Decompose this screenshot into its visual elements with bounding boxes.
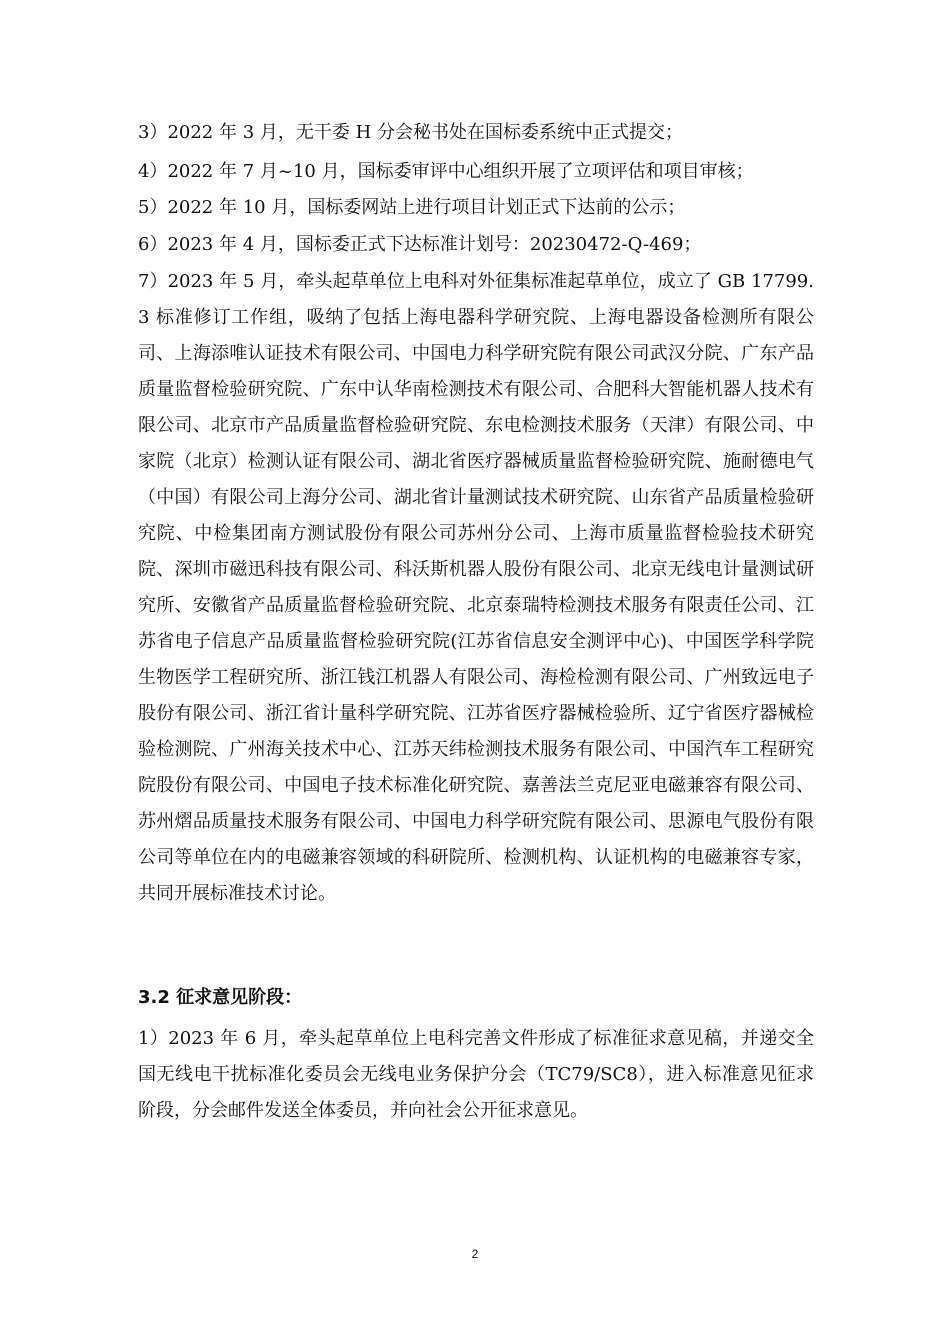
list-item-5: 5）2022 年 10 月，国标委网站上进行项目计划正式下达前的公示； [138, 197, 686, 218]
list-item-4: 4）2022 年 7 月~10 月，国标委审评中心组织开展了立项评估和项目审核； [138, 161, 754, 182]
section-heading: 3.2 征求意见阶段： [138, 987, 303, 1008]
section-paragraph: 1）2023 年 6 月，牵头起草单位上电科完善文件形成了标准征求意见稿，并递交全国无线电干扰标准化委员会无线电业务保护分会（TC79/SC8），进入标准意见征求阶段，分会邮件发送全体委员，并向社会公开征求意见。 [138, 1028, 814, 1121]
list-item-6: 6）2023 年 4 月，国标委正式下达标准计划号：20230472-Q-469； [138, 234, 702, 255]
page-number: 2 [471, 1247, 479, 1261]
list-item-7: 7）2023 年 5 月，牵头起草单位上电科对外征集标准起草单位，成立了 GB 17799.3 标准修订工作组，吸纳了包括上海电器科学研究院、上海电器设备检测所有限公司、上海添唯认证技术有限公司、中国电力科学研究院有限公司武汉分院、广东产品质量监督检验研究院、广东中认华南检测技术有限公司、合肥科大智能机器人技术有限公司、北京市产品质量监督检验研究院、东电检测技术服务（天津）有限公司、中家院（北京）检测认证有限公司、湖北省医疗器械质量监督检验研究院、施耐德电气（中国）有限公司上海分公司、湖北省计量测试技术研究院、山东省产品质量检验研究院、中检集团南方测试股份有限公司苏州分公司、上海市质量监督检验技术研究院、深圳市磁迅科技有限公司、科沃斯机器人股份有限公司、北京无线电计量测试研究所、安徽省产品质量监督检验研究院、北京泰瑞特检测技术服务有限责任公司、江苏省电子信息产品质量监督检验研究院(江苏省信息安全测评中心)、中国医学科学院生物医学工程研究所、浙江钱江机器人有限公司、海检检测有限公司、广州致远电子股份有限公司、浙江省计量科学研究院、江苏省医疗器械检验所、辽宁省医疗器械检验检测院、广州海关技术中心、江苏天纬检测技术服务有限公司、中国汽车工程研究院股份有限公司、中国电子技术标准化研究院、嘉善法兰克尼亚电磁兼容有限公司、苏州熠品质量技术服务有限公司、中国电力科学研究院有限公司、思源电气股份有限公司等单位在内的电磁兼容领域的科研院所、检测机构、认证机构的电磁兼容专家，共同开展标准技术讨论。 [138, 271, 814, 904]
list-item-3: 3）2022 年 3 月，无干委 H 分会秘书处在国标委系统中正式提交； [138, 122, 684, 143]
